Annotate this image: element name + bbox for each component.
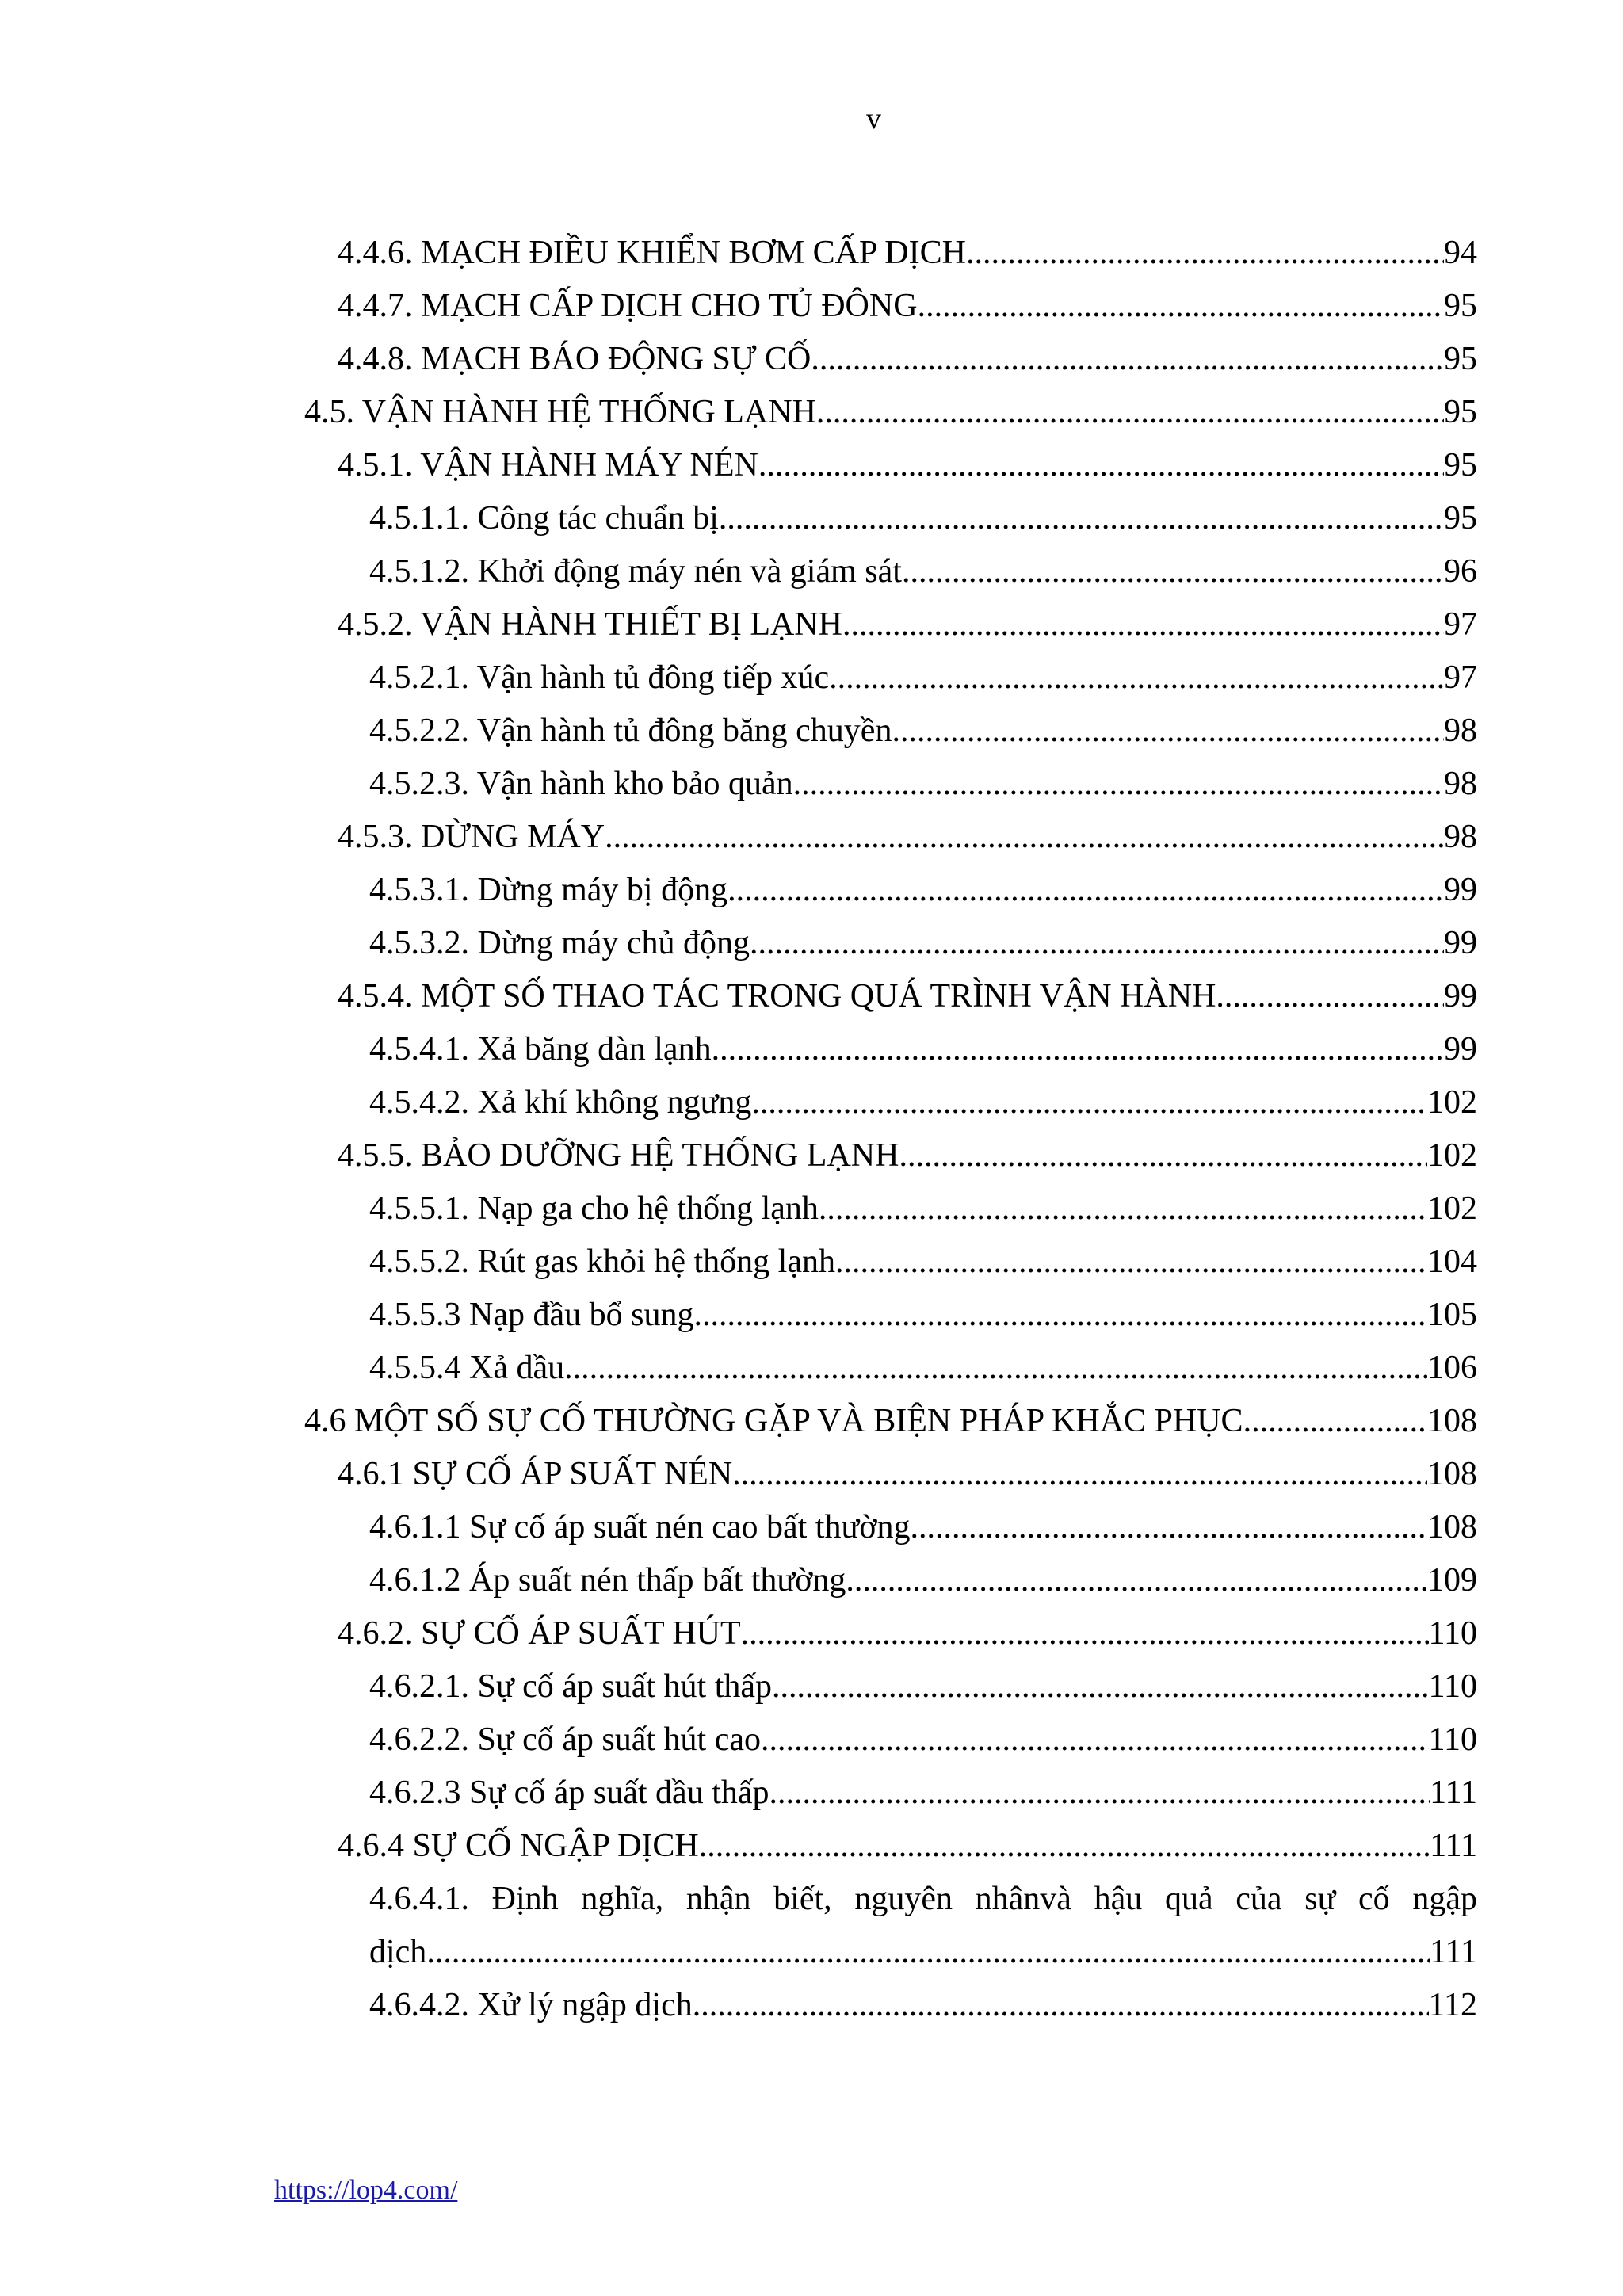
toc-page-number: 95 bbox=[1444, 500, 1477, 537]
toc-entry[interactable] bbox=[0, 758, 1623, 811]
toc-page-number: 111 bbox=[1430, 1828, 1477, 1864]
toc-entry[interactable] bbox=[0, 1023, 1623, 1076]
toc-page-number: 94 bbox=[1444, 235, 1477, 271]
toc-entry-title: 4.5.3.1. Dừng máy bị động bbox=[369, 872, 728, 908]
toc-entry-title: 4.6.1.2 Áp suất nén thấp bất thường. bbox=[369, 1562, 854, 1599]
toc-entry-title: 4.5.5.3 Nạp đầu bổ sung bbox=[369, 1297, 694, 1333]
toc-entry[interactable] bbox=[0, 1660, 1623, 1713]
toc-dot-leader bbox=[918, 1501, 1427, 1554]
toc-entry-title: 4.6.2. SỰ CỐ ÁP SUẤT HÚT bbox=[338, 1615, 741, 1652]
toc-entry-line bbox=[369, 1236, 1477, 1289]
page-number: v bbox=[866, 102, 881, 136]
toc-entry-line bbox=[338, 439, 1477, 492]
toc-entry-title: 4.6.1 SỰ CỐ ÁP SUẤT NÉN. bbox=[338, 1456, 741, 1492]
toc-page-number: 102 bbox=[1427, 1084, 1477, 1121]
toc-entry-line bbox=[369, 1979, 1477, 2032]
toc-dot-leader bbox=[918, 280, 1444, 333]
toc-entry-line bbox=[338, 811, 1477, 864]
toc-entry-title: 4.5.2.3. Vận hành kho bảo quản. bbox=[369, 766, 802, 802]
toc-entry[interactable] bbox=[0, 1289, 1623, 1342]
toc-dot-leader bbox=[426, 1926, 1430, 1979]
toc-entry[interactable] bbox=[0, 1554, 1623, 1607]
toc-dot-leader bbox=[712, 1023, 1444, 1076]
toc-page-number: 110 bbox=[1428, 1668, 1477, 1705]
toc-entry[interactable] bbox=[0, 1236, 1623, 1289]
toc-entry-line bbox=[338, 1448, 1477, 1501]
toc-page-number: 104 bbox=[1427, 1244, 1477, 1280]
toc-page-number: 98 bbox=[1444, 766, 1477, 802]
toc-page-number: 102 bbox=[1427, 1137, 1477, 1174]
toc-entry-title-continuation: dịch bbox=[369, 1934, 427, 1970]
toc-entry[interactable] bbox=[0, 1182, 1623, 1236]
toc-entry-line bbox=[369, 705, 1477, 758]
toc-page-number: 105 bbox=[1427, 1297, 1477, 1333]
toc-entry[interactable] bbox=[0, 917, 1623, 970]
toc-entry-title: 4.5.3. DỪNG MÁY bbox=[338, 819, 605, 855]
toc-page-number: 112 bbox=[1428, 1987, 1477, 2023]
toc-dot-leader bbox=[761, 1713, 1429, 1767]
toc-page-number: 106 bbox=[1427, 1350, 1477, 1386]
toc-entry[interactable] bbox=[0, 1713, 1623, 1767]
toc-entry[interactable] bbox=[0, 280, 1623, 333]
toc-page-number: 95 bbox=[1444, 447, 1477, 483]
toc-entry[interactable] bbox=[0, 864, 1623, 917]
toc-entry-line bbox=[369, 651, 1477, 705]
toc-dot-leader bbox=[750, 917, 1444, 970]
toc-dot-leader bbox=[902, 545, 1444, 598]
toc-page-number: 98 bbox=[1444, 712, 1477, 749]
toc-dot-leader bbox=[892, 705, 1444, 758]
toc-entry[interactable] bbox=[0, 1501, 1623, 1554]
toc-dot-leader bbox=[824, 386, 1444, 439]
toc-entry[interactable] bbox=[0, 545, 1623, 598]
toc-page-number: 102 bbox=[1427, 1190, 1477, 1227]
toc-entry-line bbox=[369, 1926, 1477, 1979]
toc-entry-line bbox=[338, 1129, 1477, 1182]
toc-entry[interactable] bbox=[0, 1820, 1623, 1873]
toc-dot-leader bbox=[835, 1236, 1427, 1289]
toc-entry[interactable] bbox=[0, 439, 1623, 492]
toc-page-number: 110 bbox=[1428, 1615, 1477, 1652]
toc-page-number: 95 bbox=[1444, 394, 1477, 430]
toc-dot-leader bbox=[801, 758, 1444, 811]
toc-page-number: 108 bbox=[1427, 1403, 1477, 1439]
toc-entry-line bbox=[369, 1713, 1477, 1767]
toc-dot-leader bbox=[693, 1289, 1427, 1342]
toc-page-number: 98 bbox=[1444, 819, 1477, 855]
toc-dot-leader bbox=[1216, 970, 1444, 1023]
toc-entry-line bbox=[369, 1554, 1477, 1607]
toc-entry-line bbox=[369, 917, 1477, 970]
toc-entry-title: 4.6.4.2. Xử lý ngập dịch bbox=[369, 1987, 693, 2023]
toc-page-number: 110 bbox=[1428, 1721, 1477, 1758]
toc-entry-line bbox=[304, 386, 1477, 439]
toc-entry-title: 4.5.2.2. Vận hành tủ đông băng chuyền bbox=[369, 712, 892, 749]
toc-entry[interactable] bbox=[0, 333, 1623, 386]
toc-entry-title: 4.5.1. VẬN HÀNH MÁY NÉN bbox=[338, 447, 758, 483]
toc-dot-leader bbox=[741, 1448, 1427, 1501]
toc-entry-title: 4.5.2.1. Vận hành tủ đông tiếp xúc bbox=[369, 659, 830, 696]
toc-page-number: 108 bbox=[1427, 1456, 1477, 1492]
toc-dot-leader bbox=[741, 1607, 1429, 1660]
toc-entry[interactable] bbox=[0, 227, 1623, 280]
toc-dot-leader bbox=[758, 439, 1444, 492]
toc-entry-title: 4.4.8. MẠCH BÁO ĐỘNG SỰ CỐ bbox=[338, 341, 812, 377]
toc-entry-title: 4.5.3.2. Dừng máy chủ động bbox=[369, 925, 750, 961]
toc-dot-leader bbox=[974, 227, 1444, 280]
toc-entry[interactable] bbox=[0, 1607, 1623, 1660]
toc-dot-leader bbox=[899, 1129, 1427, 1182]
toc-entry-title: 4.4.7. MẠCH CẤP DỊCH CHO TỦ ĐÔNG bbox=[338, 288, 918, 324]
toc-entry-line bbox=[369, 545, 1477, 598]
toc-dot-leader bbox=[854, 1554, 1427, 1607]
toc-entry-line bbox=[338, 1607, 1477, 1660]
toc-entry-line bbox=[369, 1501, 1477, 1554]
toc-entry-title: 4.5.5.1. Nạp ga cho hệ thống lạnh bbox=[369, 1190, 819, 1227]
toc-entry-title: 4.6.4.1. Định nghĩa, nhận biết, nguyên nhânvà hậu quả của sự cố ngập bbox=[369, 1881, 1477, 1917]
toc-dot-leader bbox=[772, 1660, 1429, 1713]
toc-dot-leader bbox=[819, 1182, 1427, 1236]
toc-entry-title: 4.6.2.1. Sự cố áp suất hút thấp bbox=[369, 1668, 773, 1705]
toc-entry-line bbox=[369, 492, 1477, 545]
toc-entry-line bbox=[369, 1289, 1477, 1342]
toc-entry[interactable] bbox=[0, 1342, 1623, 1395]
toc-dot-leader bbox=[1251, 1395, 1427, 1448]
toc-entry-title: 4.5.2. VẬN HÀNH THIẾT BỊ LẠNH bbox=[338, 606, 842, 643]
toc-entry-line bbox=[369, 1767, 1477, 1820]
toc-page-number: 99 bbox=[1444, 925, 1477, 961]
toc-dot-leader bbox=[605, 811, 1444, 864]
toc-entry-title: 4.6.1.1 Sự cố áp suất nén cao bất thường. bbox=[369, 1509, 918, 1545]
toc-entry-title: 4.5.4.2. Xả khí không ngưng bbox=[369, 1084, 752, 1121]
toc-entry[interactable] bbox=[0, 492, 1623, 545]
toc-entry[interactable] bbox=[0, 1129, 1623, 1182]
toc-entry-title: 4.6.2.2. Sự cố áp suất hút cao bbox=[369, 1721, 762, 1758]
toc-entry-title: 4.6.2.3 Sự cố áp suất dầu thấp bbox=[369, 1775, 769, 1811]
toc-page-number: 96 bbox=[1444, 553, 1477, 590]
toc-page-number: 99 bbox=[1444, 872, 1477, 908]
toc-entry-line bbox=[338, 280, 1477, 333]
toc-page-number: 109 bbox=[1427, 1562, 1477, 1599]
toc-entry-line bbox=[369, 1660, 1477, 1713]
toc-dot-leader bbox=[751, 1076, 1427, 1129]
toc-entry-title: 4.6.4 SỰ CỐ NGẬP DỊCH bbox=[338, 1828, 699, 1864]
toc-entry[interactable] bbox=[0, 386, 1623, 439]
toc-entry-line bbox=[338, 598, 1477, 651]
toc-entry-title: 4.5. VẬN HÀNH HỆ THỐNG LẠNH. bbox=[304, 394, 825, 430]
toc-entry[interactable] bbox=[0, 970, 1623, 1023]
toc-entry[interactable] bbox=[0, 651, 1623, 705]
toc-page-number: 95 bbox=[1444, 341, 1477, 377]
toc-entry[interactable] bbox=[0, 811, 1623, 864]
toc-entry-title: 4.5.4.1. Xả băng dàn lạnh bbox=[369, 1031, 712, 1068]
toc-dot-leader bbox=[727, 864, 1444, 917]
toc-dot-leader bbox=[811, 333, 1444, 386]
toc-dot-leader bbox=[693, 1979, 1429, 2032]
toc-entry[interactable] bbox=[0, 598, 1623, 651]
toc-dot-leader bbox=[699, 1820, 1430, 1873]
toc-entry-title: 4.5.1.2. Khởi động máy nén và giám sát bbox=[369, 553, 902, 590]
toc-entry-title: 4.6 MỘT SỐ SỰ CỐ THƯỜNG GẶP VÀ BIỆN PHÁP KHẮC PHỤC. bbox=[304, 1403, 1252, 1439]
toc-entry-line bbox=[369, 1023, 1477, 1076]
toc-entry-line bbox=[369, 864, 1477, 917]
toc-page-number: 95 bbox=[1444, 288, 1477, 324]
toc-entry-line bbox=[369, 1076, 1477, 1129]
toc-entry-title: 4.5.5.2. Rút gas khỏi hệ thống lạnh bbox=[369, 1244, 835, 1280]
toc-entry[interactable] bbox=[0, 1767, 1623, 1820]
toc-entry-title: 4.5.4. MỘT SỐ THAO TÁC TRONG QUÁ TRÌNH VẬN HÀNH bbox=[338, 978, 1216, 1014]
toc-entry-line bbox=[338, 227, 1477, 280]
toc-dot-leader bbox=[727, 492, 1444, 545]
toc-dot-leader bbox=[564, 1342, 1427, 1395]
toc-entry[interactable] bbox=[0, 1979, 1623, 2032]
toc-dot-leader bbox=[829, 651, 1444, 705]
toc-entry[interactable] bbox=[0, 1448, 1623, 1501]
toc-entry-line bbox=[369, 1342, 1477, 1395]
toc-dot-leader bbox=[842, 598, 1444, 651]
toc-entry-title: 4.4.6. MẠCH ĐIỀU KHIỂN BƠM CẤP DỊCH. bbox=[338, 235, 975, 271]
toc-page-number: 99 bbox=[1444, 978, 1477, 1014]
toc-entry-title: 4.5.5. BẢO DƯỠNG HỆ THỐNG LẠNH bbox=[338, 1137, 899, 1174]
toc-entry-line bbox=[338, 1820, 1477, 1873]
toc-entry-title: 4.5.5.4 Xả dầu bbox=[369, 1350, 565, 1386]
toc-dot-leader bbox=[769, 1767, 1430, 1820]
toc-entry-title: 4.5.1.1. Công tác chuẩn bị. bbox=[369, 500, 727, 537]
toc-entry-line bbox=[369, 1182, 1477, 1236]
toc-page-number: 108 bbox=[1427, 1509, 1477, 1545]
footer-link[interactable]: https://lop4.com/ bbox=[274, 2176, 458, 2205]
toc-entry[interactable] bbox=[0, 705, 1623, 758]
toc-entry-line bbox=[369, 758, 1477, 811]
toc-entry[interactable] bbox=[0, 1395, 1623, 1448]
toc-page-number: 111 bbox=[1430, 1934, 1477, 1970]
toc-entry-line bbox=[338, 970, 1477, 1023]
toc-entry-line bbox=[304, 1395, 1477, 1448]
toc-page-number: 97 bbox=[1444, 606, 1477, 643]
toc-entry[interactable] bbox=[0, 1873, 1623, 1970]
toc-entry-line bbox=[338, 333, 1477, 386]
toc-page-number: 97 bbox=[1444, 659, 1477, 696]
toc-page-number: 99 bbox=[1444, 1031, 1477, 1068]
toc-page-number: 111 bbox=[1430, 1775, 1477, 1811]
toc-entry[interactable] bbox=[0, 1076, 1623, 1129]
